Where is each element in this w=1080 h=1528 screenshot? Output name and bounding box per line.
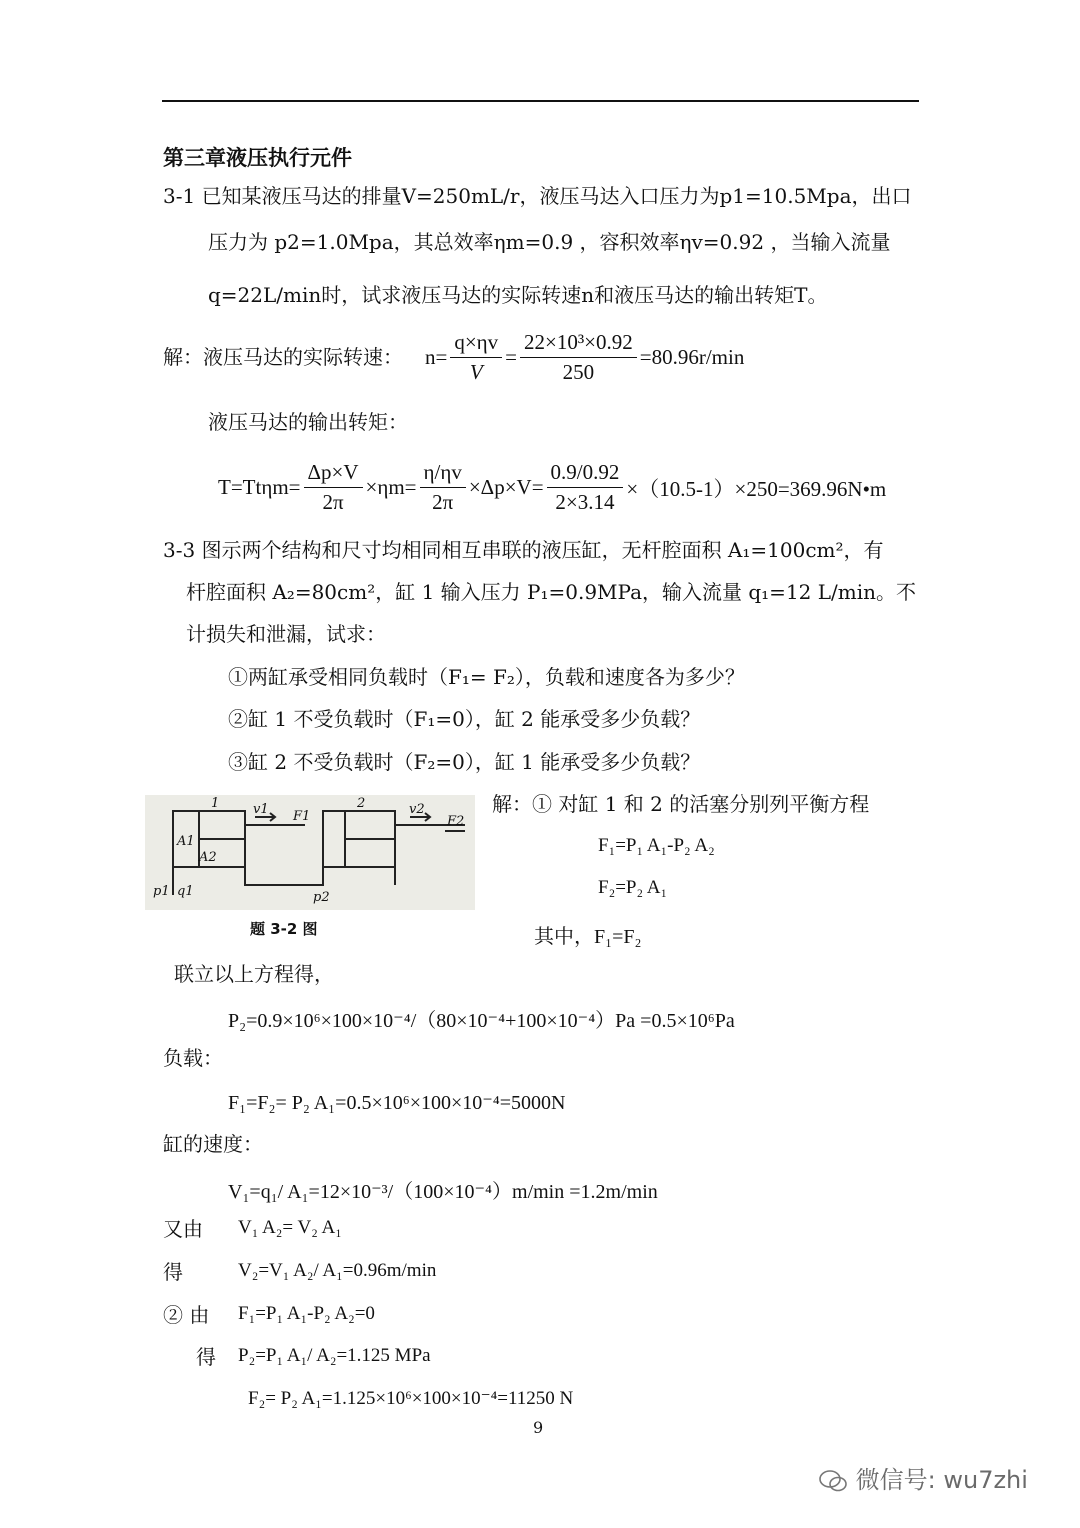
fig-label-v1: v1 (253, 802, 269, 817)
torque-fraction-1 (304, 460, 363, 515)
wechat-icon (818, 1469, 848, 1493)
figure-caption: 题 3-2 图 (250, 920, 318, 938)
problem-3-3-line2: 杆腔面积 A₂=80cm²，缸 1 输入压力 P₁=0.9MPa，输入流量 q₁=12 L/min。不 (186, 580, 917, 604)
youyou-label: 又由 (163, 1217, 203, 1241)
problem-3-3-line1: 3-3 图示两个结构和尺寸均相同相互串联的液压缸，无杆腔面积 A₁=100cm²，有 (163, 538, 884, 562)
equation-9: F₁=P₁ A₁-P₂ A₂=0 (238, 1303, 375, 1324)
fig-label-2: 2 (357, 796, 366, 811)
equation-5: F₁=F₂= P₂ A₁=0.5×10⁶×100×10⁻⁴=5000N (228, 1092, 566, 1114)
question-3: ③缸 2 不受负载时（F₂=0），缸 1 能承受多少负载？ (228, 750, 701, 774)
torque-mid-1: ×ηm= (365, 475, 417, 499)
speed-result: =80.96r/min (639, 345, 745, 369)
watermark (818, 1460, 1028, 1495)
equation-7: V₁ A₂= V₂ A₁ (238, 1217, 342, 1238)
torque-frac1-den: 2π (322, 490, 344, 514)
part-2-label: ② 由 (163, 1303, 210, 1327)
header-rule (162, 100, 919, 102)
torque-formula (218, 460, 886, 515)
torque-lhs: T=Ttηm= (218, 475, 301, 499)
torque-frac3-num: 0.9/0.92 (547, 460, 624, 488)
equation-4: P₂=0.9×10⁶×100×10⁻⁴/（80×10⁻⁴+100×10⁻⁴）Pa =0.5×10⁶Pa (228, 1010, 735, 1032)
speed-lhs: n= (425, 345, 448, 369)
combine-label: 联立以上方程得， (174, 962, 334, 986)
problem-3-1-line3: q=22L/min时，试求液压马达的实际转速n和液压马达的输出转矩T。 (208, 283, 828, 307)
load-label: 负载： (163, 1046, 223, 1070)
de2-label: 得 (196, 1345, 216, 1369)
torque-label: 液压马达的输出转矩： (208, 410, 408, 434)
equation-2: F₂=P₂ A₁ (598, 877, 668, 898)
torque-frac2-num: η/ηv (420, 460, 466, 488)
cylinder-figure (145, 795, 475, 910)
speed-formula (425, 330, 744, 385)
speed-fraction-1 (450, 330, 502, 385)
fig-label-1: 1 (211, 796, 220, 811)
problem-3-1-line1: 3-1 已知某液压马达的排量V=250mL/r，液压马达入口压力为p1=10.5Mpa，出口 (163, 184, 912, 208)
fig-label-a2: A2 (199, 850, 217, 865)
torque-fraction-2 (420, 460, 466, 515)
fig-label-a1: A1 (177, 834, 195, 849)
cylinder-diagram (145, 795, 475, 910)
equation-11: F₂= P₂ A₁=1.125×10⁶×100×10⁻⁴=11250 N (248, 1388, 574, 1409)
equation-6: V₁=q₁/ A₁=12×10⁻³/（100×10⁻⁴）m/min =1.2m/min (228, 1181, 658, 1203)
solution-3-3-intro: 解：① 对缸 1 和 2 的活塞分别列平衡方程 (492, 792, 870, 816)
equation-10: P₂=P₁ A₁/ A₂=1.125 MPa (238, 1345, 431, 1366)
speed-label: 缸的速度： (163, 1132, 263, 1156)
fig-label-p1: p1 (153, 884, 170, 899)
speed-equals: = (505, 345, 518, 369)
torque-frac1-num: Δp×V (304, 460, 363, 488)
fig-label-q1: q1 (177, 884, 194, 899)
equation-1: F₁=P₁ A₁-P₂ A₂ (598, 835, 715, 856)
fig-label-p2: p2 (313, 890, 330, 905)
speed-frac2-den: 250 (562, 360, 595, 384)
speed-fraction-2 (520, 330, 637, 385)
page-number: 9 (533, 1418, 544, 1437)
torque-frac3-den: 2×3.14 (555, 490, 615, 514)
question-1: ①两缸承受相同负载时（F₁= F₂），负载和速度各为多少？ (228, 665, 745, 689)
speed-frac1-num: q×ηv (450, 330, 502, 358)
solution-speed-label: 解：液压马达的实际转速： (163, 345, 403, 369)
problem-3-1-line2: 压力为 p2=1.0Mpa，其总效率ηm=0.9 ，容积效率ηv=0.92 ，当输入流量 (208, 230, 891, 254)
torque-result: ×（10.5-1）×250=369.96N•m (626, 476, 887, 501)
equation-8: V₂=V₁ A₂/ A₁=0.96m/min (238, 1260, 437, 1281)
torque-fraction-3 (547, 460, 624, 515)
fig-label-f1: F1 (293, 809, 311, 824)
chapter-title: 第三章液压执行元件 (163, 146, 352, 170)
fig-label-f2: F2 (447, 814, 465, 829)
problem-3-3-line3: 计损失和泄漏，试求： (186, 622, 386, 646)
speed-frac1-den: V (469, 360, 483, 384)
torque-mid-2: ×Δp×V= (468, 475, 544, 499)
question-2: ②缸 1 不受负载时（F₁=0），缸 2 能承受多少负载？ (228, 707, 701, 731)
speed-frac2-num: 22×10³×0.92 (520, 330, 637, 358)
equation-3: 其中，F₁=F₂ (534, 926, 642, 948)
torque-frac2-den: 2π (432, 490, 454, 514)
de-label: 得 (163, 1260, 183, 1284)
fig-label-v2: v2 (409, 802, 425, 817)
watermark-text: 微信号: wu7zhi (855, 1466, 1028, 1494)
